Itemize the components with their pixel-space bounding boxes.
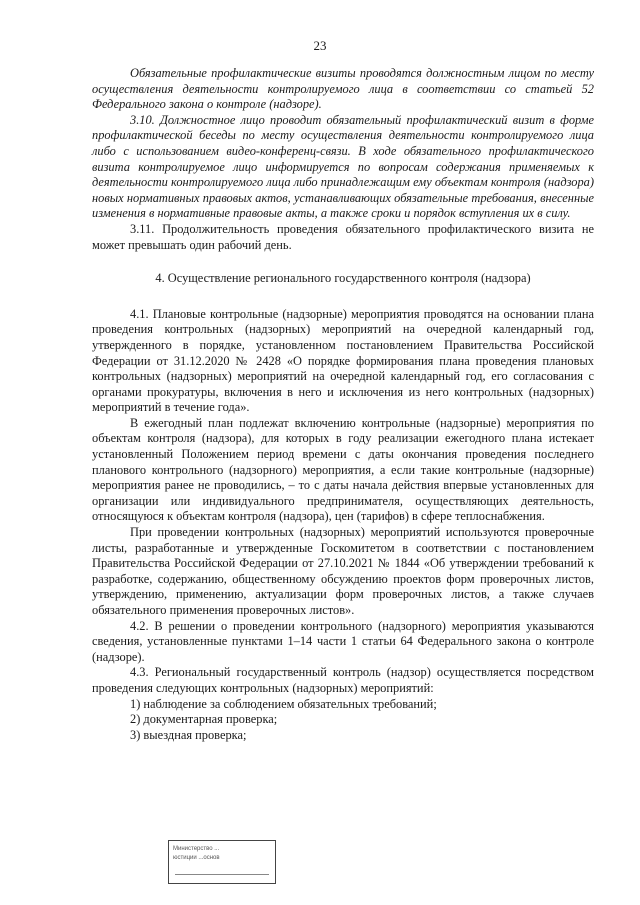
paragraph-3-10: 3.10. Должностное лицо проводит обязательный профилактический визит в форме профилактической беседы по месту осуществления деятельности контролируемого лица либо с использованием видео-конференц-связи. В ходе обязательного профилактического визита контролируемое лицо информируется по вопросам содержания применяемых к деятельности контролируемого лица либо принадлежащим ему объектам контроля (надзора) новых нормативных правовых актов, устанавливающих обязательные требования, внесенные изменения в нормативные правовые акты, а также сроки и порядок вступления их в силу.: [92, 112, 594, 221]
paragraph-visits: Обязательные профилактические визиты проводятся должностным лицом по месту осуществления деятельности контролируемого лица в соответствии со статьей 52 Федерального закона о контроле (надзоре).: [92, 66, 594, 112]
stamp-underline: [175, 874, 269, 875]
paragraph-4-3: 4.3. Региональный государственный контроль (надзор) осуществляется посредством проведения следующих контрольных (надзорных) мероприятий:: [92, 665, 594, 695]
page-number: 23: [313, 38, 327, 53]
paragraph-4-1: 4.1. Плановые контрольные (надзорные) мероприятия проводятся на основании плана проведения контрольных (надзорных) мероприятий на очередной календарный год, утвержденного в порядке, установленном постановлением Правительства Российской Федерации от 31.12.2020 № 2428 «О порядке формирования плана проведения плановых контрольных (надзорных) мероприятий на очередной календарный год, его согласования с органами прокуратуры, включения в него и исключения из него контрольных (надзорных) мероприятий в течение года».: [92, 306, 594, 415]
paragraph-3-11: 3.11. Продолжительность проведения обязательного профилактического визита не может превышать один рабочий день.: [92, 221, 594, 252]
paragraph-4-2: 4.2. В решении о проведении контрольного (надзорного) мероприятия указываются сведения, установленные пунктами 1–14 части 1 статьи 64 Федерального закона о контроле (надзоре).: [92, 618, 594, 664]
registration-stamp: [168, 840, 276, 884]
list-item-3: 3) выездная проверка;: [130, 727, 247, 742]
stamp-line-2: юстиции ...основ: [173, 855, 220, 861]
list-item-2: 2) документарная проверка;: [130, 712, 278, 727]
list-item-1: 1) наблюдение за соблюдением обязательных требований;: [130, 696, 437, 711]
section-heading-4: 4. Осуществление регионального государственного контроля (надзора): [155, 271, 531, 286]
paragraph-annual-plan: В ежегодный план подлежат включению контрольные (надзорные) мероприятия по объектам контроля (надзора), для которых в году реализации ежегодного плана истекает установленный Положением период времени с даты окончания проведения последнего планового контрольного (надзорного) мероприятия, а если такие контрольные (надзорные) мероприятия ранее не проводились, – то с даты начала действия впервые установленных для организации или индивидуального предпринимателя, осуществляющих деятельность, относящуюся к объектам контроля (надзора), цен (тарифов) в сфере теплоснабжения.: [92, 415, 594, 524]
paragraph-checklists: При проведении контрольных (надзорных) мероприятий используются проверочные листы, разработанные и утвержденные Госкомитетом в соответствии с постановлением Правительства Российской Федерации от 27.10.2021 № 1844 «Об утверждении требований к разработке, содержанию, общественному обсуждению проектов форм проверочных листов, утверждению, применению, актуализации форм проверочных листов, а также случаев обязательного применения проверочных листов».: [92, 525, 594, 617]
stamp-line-1: Министерство ...: [173, 846, 220, 852]
document-body: [92, 66, 594, 743]
